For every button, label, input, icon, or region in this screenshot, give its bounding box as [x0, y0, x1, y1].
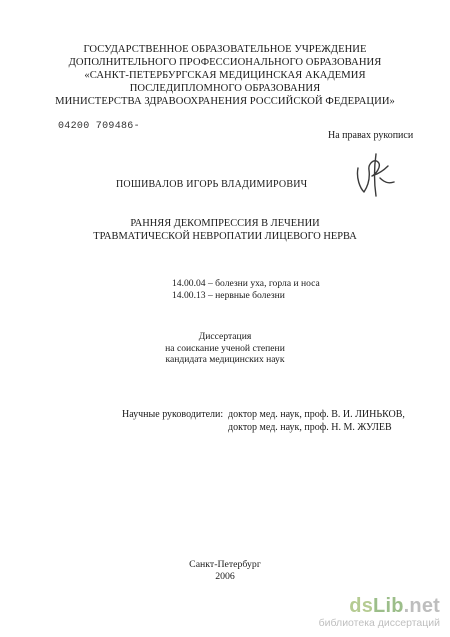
rights-note: На правах рукописи	[328, 130, 414, 141]
title-line: ТРАВМАТИЧЕСКОЙ НЕВРОПАТИИ ЛИЦЕВОГО НЕРВА	[93, 230, 357, 242]
place-and-year	[0, 559, 450, 583]
institution-line: ГОСУДАРСТВЕННОЕ ОБРАЗОВАТЕЛЬНОЕ УЧРЕЖДЕНИЕ	[83, 44, 367, 55]
watermark-subtitle: библиотека диссертаций	[318, 617, 440, 629]
degree-statement	[0, 331, 450, 366]
city: Санкт-Петербург	[189, 559, 261, 570]
institution-header	[0, 44, 450, 109]
watermark-logo: dsLib.net	[349, 595, 440, 617]
supervisor-line: доктор мед. наук, проф. Н. М. ЖУЛЕВ	[228, 422, 392, 433]
title-line: РАННЯЯ ДЕКОМПРЕССИЯ В ЛЕЧЕНИИ	[130, 218, 320, 229]
degree-line: Диссертация	[198, 331, 252, 342]
author-name: ПОШИВАЛОВ ИГОРЬ ВЛАДИМИРОВИЧ	[116, 179, 308, 190]
institution-line: «САНКТ-ПЕТЕРБУРГСКАЯ МЕДИЦИНСКАЯ АКАДЕМИЯ	[84, 69, 366, 81]
year: 2006	[215, 570, 235, 582]
institution-line: МИНИСТЕРСТВА ЗДРАВООХРАНЕНИЯ РОССИЙСКОЙ ФЕДЕРАЦИИ»	[55, 95, 395, 107]
degree-line: кандидата медицинских наук	[165, 354, 285, 365]
specialty-line: 14.00.13 – нервные болезни	[172, 289, 285, 301]
supervisors-label: Научные руководители:	[122, 409, 224, 420]
supervisor-line: доктор мед. наук, проф. В. И. ЛИНЬКОВ,	[228, 409, 405, 420]
specialty-codes	[172, 278, 320, 301]
dissertation-title	[0, 218, 450, 243]
stamp-code: 04200 709486-	[58, 121, 140, 132]
institution-line: ПОСЛЕДИПЛОМНОГО ОБРАЗОВАНИЯ	[129, 82, 321, 94]
degree-line: на соискание ученой степени	[165, 342, 285, 354]
signature-icon	[352, 148, 398, 200]
watermark	[319, 595, 440, 629]
institution-line: ДОПОЛНИТЕЛЬНОГО ПРОФЕССИОНАЛЬНОГО ОБРАЗОВАНИЯ	[68, 56, 382, 68]
specialty-line: 14.00.04 – болезни уха, горла и носа	[172, 278, 320, 289]
